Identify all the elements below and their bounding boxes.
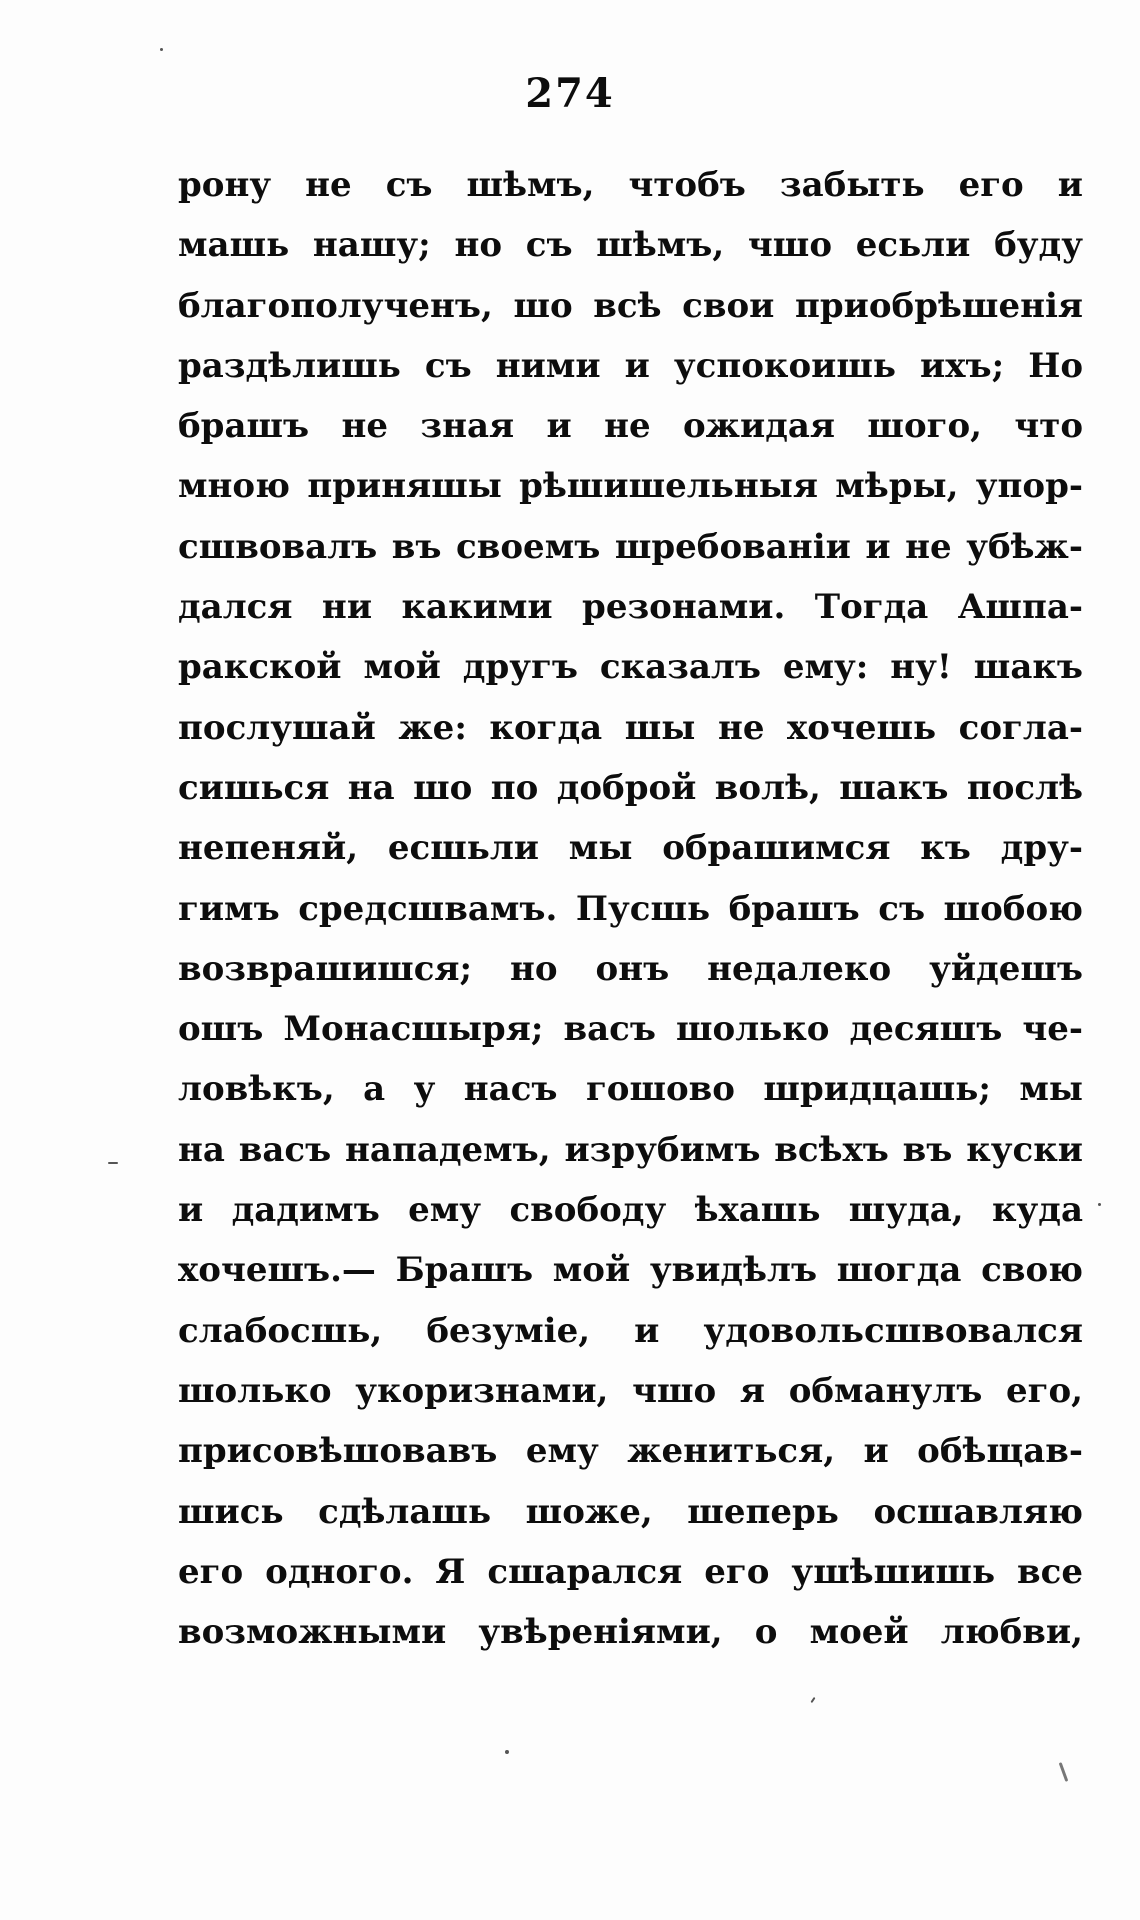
text-line: и дадимъ ему свободу ѣхашь шуда, куда: [178, 1190, 1083, 1231]
text-line: шолько укоризнами, чшо я обманулъ его,: [178, 1370, 1083, 1411]
scan-speck: [1059, 1762, 1069, 1782]
text-line: шись сдѣлашь шоже, шеперь осшавляю: [178, 1491, 1083, 1532]
scan-speck: [108, 1162, 118, 1164]
text-line: возможными увѣреніями, о моей любви,: [178, 1612, 1083, 1653]
scan-speck: [810, 1697, 815, 1703]
text-line: хочешъ.— Брашъ мой увидѣлъ шогда свою: [178, 1250, 1083, 1291]
text-line: слабосшь, безуміе, и удовольсшвовался: [178, 1310, 1083, 1351]
text-line: сишься на шо по доброй волѣ, шакъ послѣ: [178, 767, 1083, 808]
text-line: мною приняшы рѣшишельныя мѣры, упор-: [178, 466, 1083, 507]
text-line: машь нашу; но съ шѣмъ, чшо есьли буду: [178, 225, 1083, 266]
text-line: возврашишся; но онъ недалеко уйдешъ: [178, 948, 1083, 989]
text-line: благополученъ, шо всѣ свои приобрѣшенія: [178, 285, 1083, 326]
text-line: ракской мой другъ сказалъ ему: ну! шакъ: [178, 647, 1083, 688]
page-number: 274: [525, 70, 615, 117]
text-line: раздѣлишь съ ними и успокоишь ихъ; Но: [178, 345, 1083, 386]
text-line: рону не съ шѣмъ, чтобъ забыть его и: [178, 165, 1083, 205]
text-line: его одного. Я сшарался его ушѣшишь все: [178, 1551, 1083, 1592]
text-line: на васъ нападемъ, изрубимъ всѣхъ въ куски: [178, 1129, 1083, 1170]
text-line: брашъ не зная и не ожидая шого, что: [178, 406, 1083, 447]
text-line: дался ни какими резонами. Тогда Ашпа-: [178, 587, 1083, 628]
scan-speck: [1098, 1203, 1101, 1206]
body-text: [178, 155, 1083, 1662]
text-line: сшвовалъ въ своемъ шребованіи и не убѣж-: [178, 526, 1083, 567]
text-line: послушай же: когда шы не хочешь согла-: [178, 707, 1083, 748]
text-line: присовѣшовавъ ему жениться, и обѣщав-: [178, 1431, 1083, 1472]
text-line: ошъ Монасшыря; васъ шолько десяшъ че-: [178, 1009, 1083, 1050]
text-line: непеняй, есшьли мы обрашимся къ дру-: [178, 828, 1083, 869]
scan-speck: [160, 48, 163, 51]
text-line: ловѣкъ, а у насъ гошово шридцашь; мы: [178, 1069, 1083, 1110]
scan-speck: [505, 1750, 509, 1754]
text-line: гимъ средсшвамъ. Пусшь брашъ съ шобою: [178, 888, 1083, 929]
